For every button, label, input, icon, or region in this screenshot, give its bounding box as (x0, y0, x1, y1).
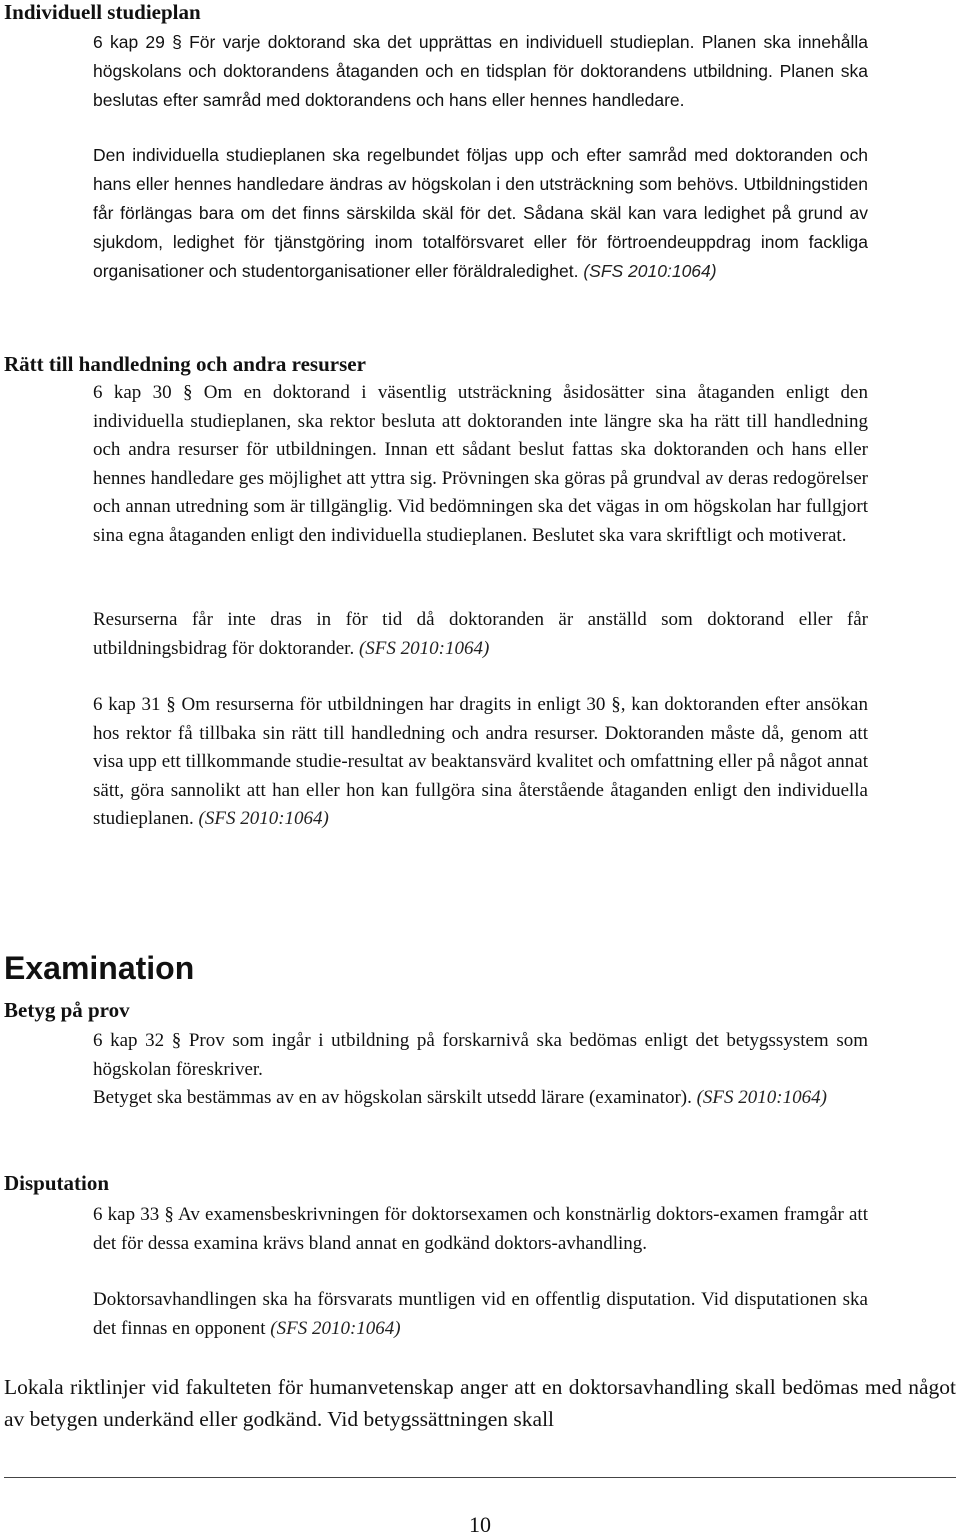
sfs-citation: (SFS 2010:1064) (270, 1317, 401, 1339)
section-heading-examination: Examination (4, 950, 195, 986)
footer-divider (4, 1477, 956, 1478)
paragraph-text: 6 kap 31 § Om resurserna för utbildningen har dragits in enligt 30 §, kan doktoranden efter ansökan hos rektor få tillbaka sin rätt till handledning och andra resurser. Doktoranden måste då, genom att visa upp ett tillkommande studie-resultat av beaktansvärd kvalitet och omfattning eller på något annat sätt, göra sannolikt att han eller hon kan fullgöra sina återstående åtaganden enligt den individuella studieplanen. (93, 694, 868, 830)
sfs-citation: (SFS 2010:1064) (696, 1087, 827, 1108)
paragraph-text: Resurserna får inte dras in för tid då doktoranden är anställd som doktorand eller får utbildningsbidrag för doktorander. (93, 609, 868, 659)
paragraph-text: Doktorsavhandlingen ska ha försvarats muntligen vid en offentlig disputation. Vid disputationen ska det finnas en opponent (93, 1289, 868, 1339)
paragraph-6-kap-29: 6 kap 29 § För varje doktorand ska det upprättas en individuell studieplan. Planen ska innehålla högskolans och doktorandens åtaganden och en tidsplan för doktorandens utbildning. Planen ska beslutas efter samråd med doktorandens och hans eller hennes handledare. (93, 32, 868, 110)
paragraph-6-kap-31 (93, 691, 868, 834)
paragraph-examinator (93, 1084, 868, 1113)
paragraph-disputation-opponent (93, 1286, 868, 1343)
section-heading-handledning: Rätt till handledning och andra resurser (4, 352, 366, 376)
section-heading-individuell-studieplan: Individuell studieplan (4, 0, 201, 24)
paragraph-6-kap-33: 6 kap 33 § Av examensbeskrivningen för doktorsexamen och konstnärlig doktors-examen framgår att det för dessa examina krävs bland annat en godkänd doktors-avhandling. (93, 1204, 868, 1254)
paragraph-text: Den individuella studieplanen ska regelbundet följas upp och efter samråd med doktoranden och hans eller hennes handledare ändras av högskolan i den utsträckning som behövs. Utbildningstiden får förlängas bara om det finns särskilda skäl för det. Sådana skäl kan vara ledighet på grund av sjukdom, ledighet för tjänstgöring inom totalförsvaret eller för förtroendeuppdrag inom fackliga organisationer och studentorganisationer eller föräldraledighet. (93, 145, 868, 281)
sfs-citation: (SFS 2010:1064) (358, 637, 490, 659)
subheading-betyg-pa-prov: Betyg på prov (4, 998, 130, 1022)
paragraph-lokala-riktlinjer: Lokala riktlinjer vid fakulteten för humanvetenskap anger att en doktorsavhandling skall bedömas med något av betygen underkänd eller godkänd. Vid betygssättningen skall (4, 1375, 956, 1431)
paragraph-studieplan-uppfoljning (93, 141, 868, 286)
paragraph-resurser-indragning (93, 606, 868, 663)
sfs-citation: (SFS 2010:1064) (583, 261, 717, 281)
paragraph-6-kap-32: 6 kap 32 § Prov som ingår i utbildning på forskarnivå ska bedömas enligt det betygssystem som högskolan föreskriver. (93, 1030, 868, 1080)
sfs-citation: (SFS 2010:1064) (198, 808, 329, 830)
subheading-disputation: Disputation (4, 1171, 110, 1195)
paragraph-text: Betyget ska bestämmas av en av högskolan särskilt utsedd lärare (examinator). (93, 1087, 692, 1108)
paragraph-6-kap-30: 6 kap 30 § Om en doktorand i väsentlig utsträckning åsidosätter sina åtaganden enligt den individuella studieplanen, ska rektor besluta att doktoranden inte längre ska ha rätt till handledning och andra resurser för utbildningen. Innan ett sådant beslut fattas ska doktoranden och hans eller hennes handledare ges möjlighet att yttra sig. Prövningen ska göras på grundval av deras redogörelser och annan utredning som är tillgänglig. Vid bedömningen ska det vägas in om högskolan har fullgjort sina egna åtaganden enligt den individuella studieplanen. Beslutet ska vara skriftligt och motiverat. (93, 382, 868, 546)
page-number: 10 (469, 1512, 491, 1537)
